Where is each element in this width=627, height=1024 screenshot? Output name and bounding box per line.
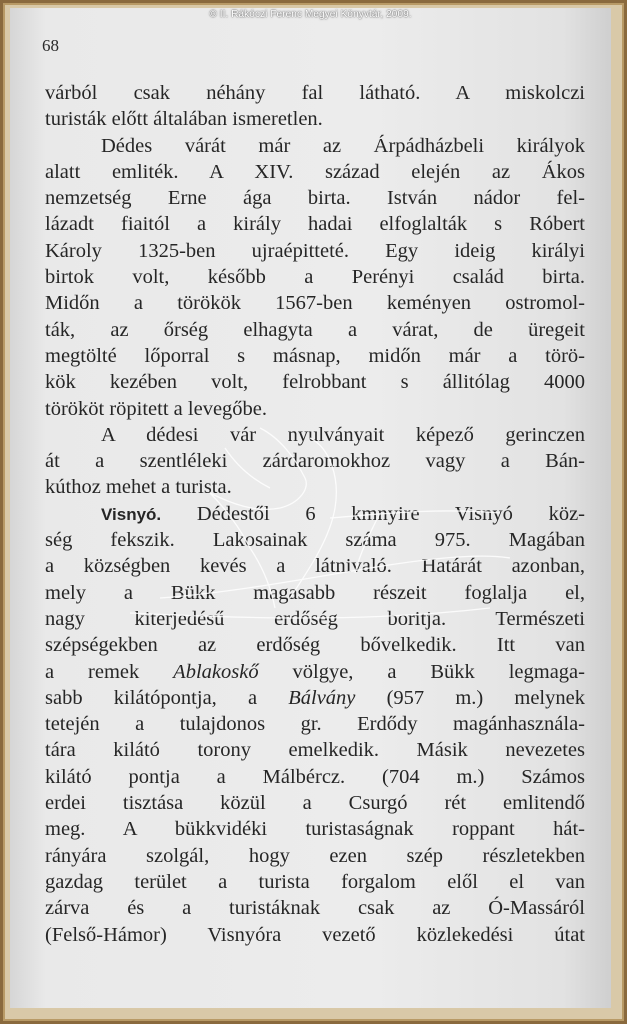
text-line-16: kúthoz mehet a turista.: [45, 476, 232, 499]
text-line-21: nagy kiterjedésű erdőség boritja. Természeti: [45, 607, 585, 630]
text-line-5: nemzetség Erne ága birta. István nádor fel-: [45, 187, 585, 210]
text-line-24: [45, 685, 585, 711]
text-line-24-post: (957 m.) melynek: [355, 686, 585, 709]
text-line-17-rest: Dédestől 6 kmnyire Visnyó köz-: [161, 502, 585, 525]
text-line-32: zárva és a turistáknak csak az Ó-Massáról: [45, 897, 585, 920]
text-line-26: tára kilátó torony emelkedik. Másik nevezetes: [45, 739, 585, 762]
text-line-22: szépségekben az erdőség bővelkedik. Itt van: [45, 634, 585, 657]
text-line-18: ség fekszik. Lakosainak száma 975. Magában: [45, 529, 585, 552]
text-line-4: alatt emliték. A XIV. század elején az Ákos: [45, 160, 585, 183]
text-line-14: A dédesi vár nyulványait képező gerinczen: [101, 423, 585, 446]
text-line-15: át a szentléleki zárdaromokhoz vagy a Bán-: [45, 450, 585, 473]
text-line-6: lázadt fiaitól a király hadai elfoglalták s Róbert: [45, 213, 585, 236]
text-line-7: Károly 1325-ben ujraépitteté. Egy ideig királyi: [45, 239, 585, 262]
text-line-23: [45, 659, 585, 685]
text-line-1: várból csak néhány fal látható. A miskolczi: [45, 82, 585, 104]
text-line-29: meg. A bükkvidéki turistaságnak roppant hát-: [45, 818, 585, 841]
section-heading-visnyo: Visnyó.: [101, 504, 162, 524]
text-line-9: Midőn a törökök 1567-ben keményen ostromol-: [45, 292, 585, 315]
text-line-17: [45, 501, 585, 527]
text-line-30: rányára szolgál, hogy ezen szép részletekben: [45, 844, 585, 867]
book-page: [10, 8, 611, 1008]
text-line-25: tetején a tulajdonos gr. Erdődy magánhasznála-: [45, 713, 585, 736]
text-line-12: kök kezében volt, felrobbant s állitólag 4000: [45, 371, 585, 394]
text-line-23-pre: a remek: [45, 660, 174, 683]
text-line-10: ták, az őrség elhagyta a várat, de üregeit: [45, 318, 585, 341]
place-name-balvany: Bálvány: [288, 686, 356, 709]
text-line-13: törököt röpitett a levegőbe.: [45, 397, 268, 420]
text-line-3: Dédes várát már az Árpádházbeli királyok: [101, 134, 585, 157]
text-line-33: (Felső-Hámor) Visnyóra vezető közlekedési útat: [45, 923, 585, 946]
text-line-11: megtölté lőporral s másnap, midőn már a törö-: [45, 344, 585, 367]
body-text: [45, 80, 585, 948]
text-line-8: birtok volt, később a Perényi család birta.: [45, 266, 585, 289]
copyright-notice: © II. Rákóczi Ferenc Megyei Könyvtár, 2009.: [209, 9, 412, 20]
text-line-31: gazdag terület a turista forgalom elől el van: [45, 870, 585, 893]
text-line-19: a községben kevés a látnivaló. Határát azonban,: [45, 555, 585, 578]
text-line-27: kilátó pontja a Málbércz. (704 m.) Számos: [45, 765, 585, 788]
text-line-28: erdei tisztása közül a Csurgó rét emlitendő: [45, 792, 585, 815]
page-number: 68: [42, 36, 59, 55]
text-line-24-pre: sabb kilátópontja, a: [45, 686, 289, 709]
text-line-23-post: völgye, a Bükk legmaga-: [258, 660, 585, 683]
text-line-20: mely a Bükk magasabb részeit foglalja el,: [45, 581, 585, 604]
place-name-ablakosko: Ablakoskő: [173, 660, 259, 683]
text-line-2: turisták előtt általában ismeretlen.: [45, 108, 323, 131]
